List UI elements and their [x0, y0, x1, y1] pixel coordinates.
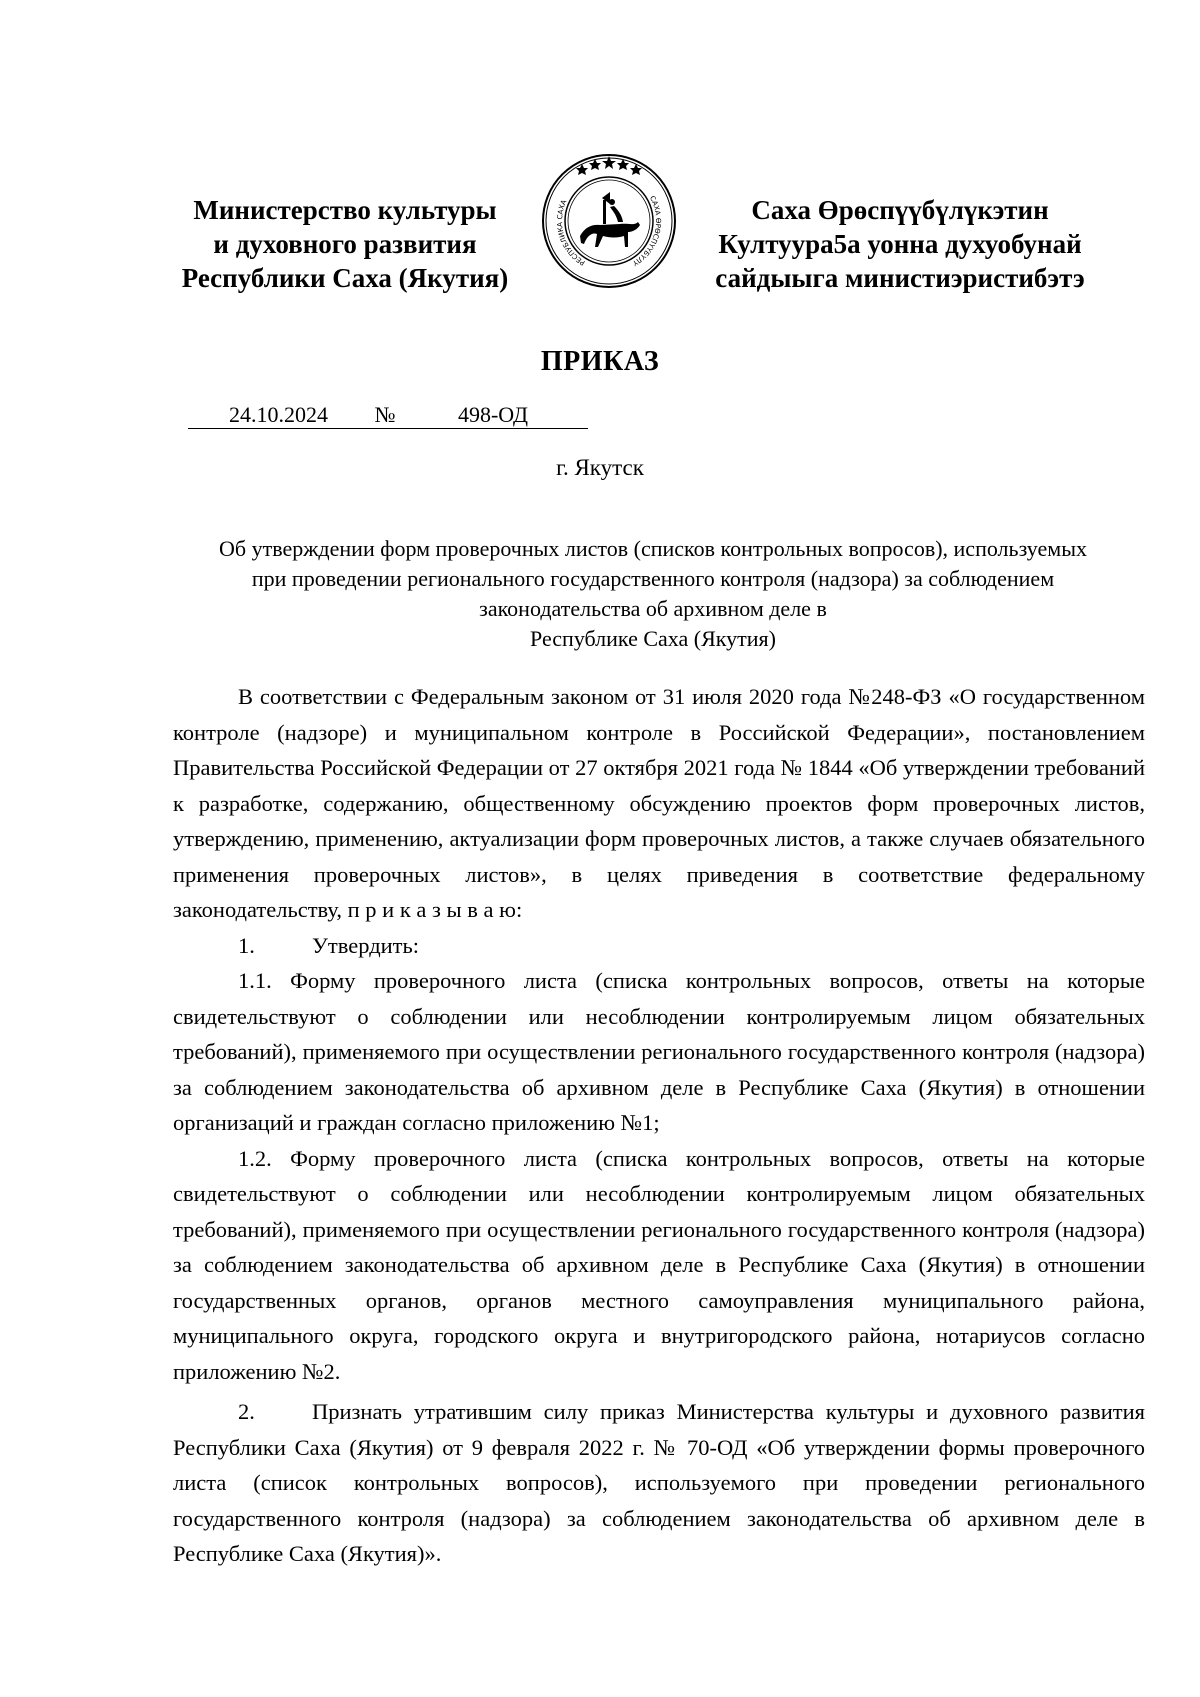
order-date-value: 24.10.2024: [229, 402, 328, 427]
sakha-coat-of-arms-icon: [540, 152, 678, 290]
ministry-name-sakha: [710, 193, 1090, 295]
ministry-name-line: сайдыыга министиэристибэтэ: [715, 263, 1085, 293]
order-subject: [168, 534, 1138, 654]
item-1-2: 1.2. Форму проверочного листа (списка контрольных вопросов, ответы на которые свидетельствуют о соблюдении или несоблюдении контролируемым лицом обязательных требований), применяемого при осуществлении регионального государственного контроля (надзора) за соблюдением законодательства об архивном деле в Республике Саха (Якутия) в отношении государственных органов, органов местного самоуправления муниципального района, муниципального округа, городского округа и внутригородского района, нотариусов согласно приложению №2.: [173, 1145, 1145, 1384]
item-1: [173, 928, 1145, 964]
item-number: 2.: [238, 1399, 255, 1424]
svg-text:РЕСПУБЛИКА САХА: РЕСПУБЛИКА САХА: [555, 198, 587, 267]
subject-line: Об утверждении форм проверочных листов (списков контрольных вопросов), используемых: [219, 536, 1087, 561]
item-text: Признать утратившим силу приказ Министерства культуры и духовного развития Республики Саха (Якутия) от 9 февраля 2022 г. № 70-ОД «Об утверждении формы проверочного листа (список контрольных вопросов), используемого при проведении регионального государственного контроля (надзора) за соблюдением законодательства об архивном деле в Республике Саха (Якутия)».: [173, 1399, 1145, 1566]
item-2: [173, 1394, 1145, 1572]
city-label: г. Якутск: [556, 455, 644, 480]
item-number: 1.: [238, 932, 255, 958]
item-text: Утвердить:: [312, 932, 420, 958]
preamble-paragraph: В соответствии с Федеральным законом от 31 июля 2020 года №248-ФЗ «О государственном контроле (надзоре) и муниципальном контроле в Российской Федерации», постановлением Правительства Российской Федерации от 27 октября 2021 года № 1844 «Об утверждении требований к разработке, содержанию, общественному обсуждению проектов форм проверочных листов, утверждению, применению, актуализации форм проверочных листов, а также случаев обязательного применения проверочных листов», в целях приведения в соответствие федеральному законодательству, п р и к а з ы в а ю:: [173, 684, 1145, 922]
ministry-name-line: Култуура5а уонна духуобунай: [718, 229, 1082, 259]
order-date: [188, 402, 372, 429]
ministry-name-line: Саха Өрөспүүбүлүкэтин: [751, 195, 1049, 225]
svg-text:САХА ӨРӨСПҮҮБҮЛҮКЭТЭ: САХА ӨРӨСПҮҮБҮЛҮКЭТЭ: [631, 194, 663, 268]
subject-line: Республике Саха (Якутия): [530, 626, 776, 651]
ministry-name-line: Министерство культуры: [193, 195, 497, 225]
subject-line: при проведении регионального государственного контроля (надзора) за соблюдением: [251, 566, 1055, 591]
number-sign: №: [372, 402, 398, 429]
ministry-name-russian: [155, 193, 535, 295]
document-title: ПРИКАЗ: [540, 346, 660, 377]
order-body: [173, 679, 1145, 1572]
ministry-name-line: Республики Саха (Якутия): [181, 263, 509, 293]
ministry-name-line: и духовного развития: [213, 229, 477, 259]
item-1-1: 1.1. Форму проверочного листа (списка контрольных вопросов, ответы на которые свидетельствуют о соблюдении или несоблюдении контролируемым лицом обязательных требований), применяемого при осуществлении регионального государственного контроля (надзора) за соблюдением законодательства об архивном деле в Республике Саха (Якутия) в отношении организаций и граждан согласно приложению №1;: [173, 968, 1145, 1135]
subject-line: законодательства об архивном деле в: [479, 596, 827, 621]
order-number: 498-ОД: [398, 402, 588, 429]
